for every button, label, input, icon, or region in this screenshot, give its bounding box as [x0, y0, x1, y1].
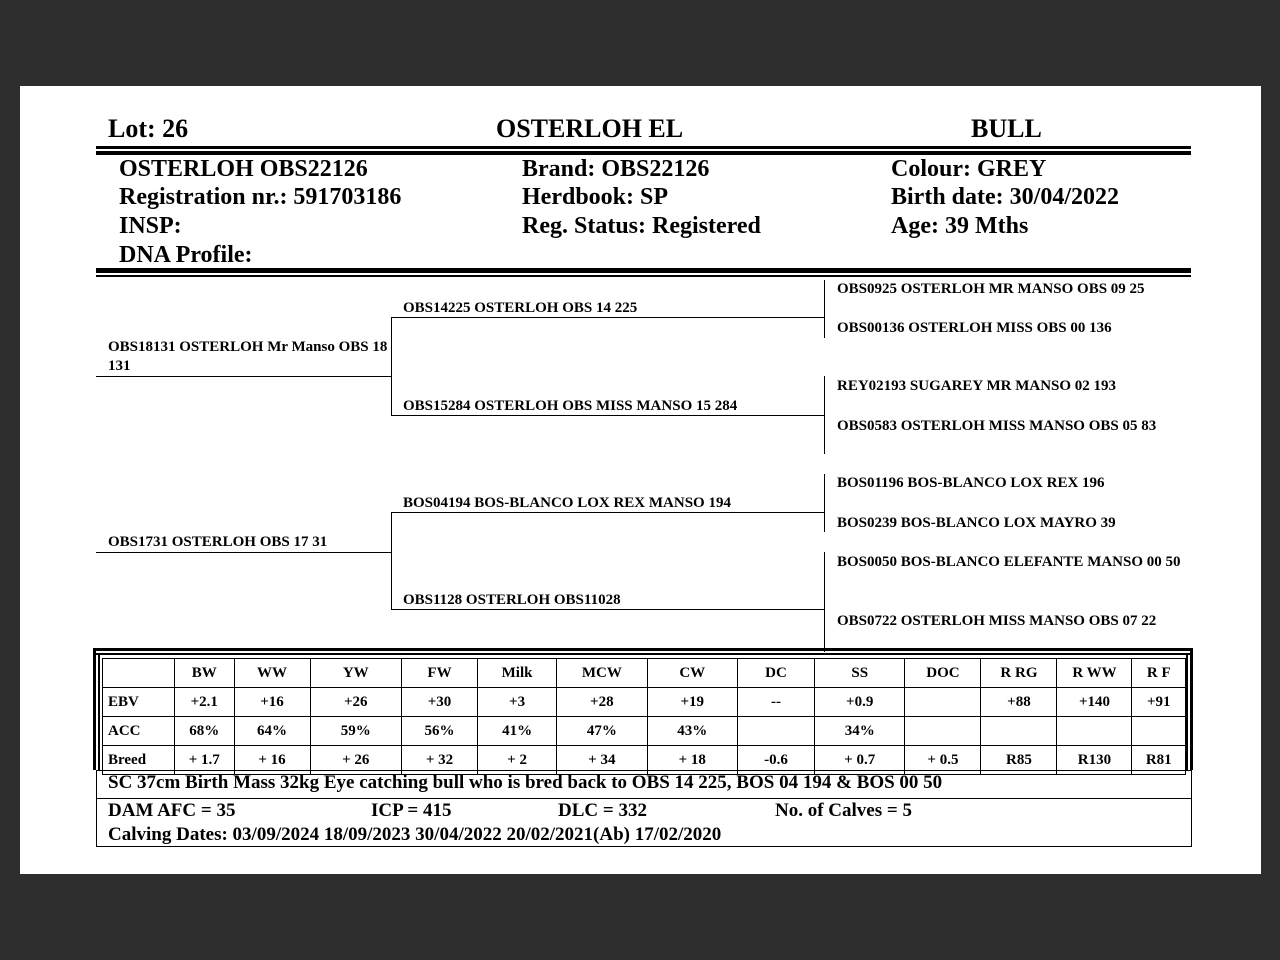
ebv-cell: +16 [234, 688, 310, 717]
ebv-cell: 43% [647, 717, 737, 746]
pedigree-sire: OBS18131 OSTERLOH Mr Manso OBS 18 131 [108, 339, 388, 374]
ebv-cell: + 0.5 [905, 746, 981, 775]
pedigree-line [824, 552, 825, 652]
ebv-cell [905, 688, 981, 717]
ebv-row-label: Breed [103, 746, 175, 775]
pedigree-line [391, 415, 825, 416]
info-rule-thin [96, 275, 1191, 277]
ebv-cell [981, 717, 1057, 746]
ebv-cell: + 32 [401, 746, 477, 775]
pedigree-line [824, 474, 825, 532]
pedigree-gen3-1: OBS0925 OSTERLOH MR MANSO OBS 09 25 [837, 281, 1145, 297]
ebv-cell [737, 717, 814, 746]
pedigree-gen3-6: BOS0239 BOS-BLANCO LOX MAYRO 39 [837, 515, 1116, 531]
ebv-header: R F [1132, 659, 1186, 688]
ebv-cell: R81 [1132, 746, 1186, 775]
ebv-cell: +3 [478, 688, 557, 717]
ebv-cell [1057, 717, 1132, 746]
pedigree-line [391, 317, 825, 318]
age: Age: 39 Mths [891, 213, 1029, 239]
ebv-cell: 64% [234, 717, 310, 746]
ebv-frame [93, 648, 1193, 651]
pedigree-line [391, 317, 392, 416]
pedigree-sire-dam: OBS15284 OSTERLOH OBS MISS MANSO 15 284 [403, 398, 738, 414]
ebv-frame [93, 653, 1193, 655]
ebv-cell: + 18 [647, 746, 737, 775]
pedigree-line [391, 609, 825, 610]
pedigree-line [824, 280, 825, 338]
icp: ICP = 415 [371, 800, 452, 821]
ebv-row-ebv [103, 688, 1186, 717]
ebv-header: R RG [981, 659, 1057, 688]
ebv-cell: + 0.7 [815, 746, 905, 775]
info-rule-thick [96, 268, 1191, 273]
pedigree-gen3-3: REY02193 SUGAREY MR MANSO 02 193 [837, 378, 1117, 394]
ebv-cell: R85 [981, 746, 1057, 775]
ebv-header [103, 659, 175, 688]
animal-id: OSTERLOH OBS22126 [119, 156, 368, 182]
pedigree-line [391, 512, 825, 513]
ebv-cell: +30 [401, 688, 477, 717]
ebv-cell: R130 [1057, 746, 1132, 775]
reg-status: Reg. Status: Registered [522, 213, 761, 239]
dna-profile: DNA Profile: [119, 242, 253, 268]
ebv-cell: +0.9 [815, 688, 905, 717]
comment-text: SC 37cm Birth Mass 32kg Eye catching bull who is bred back to OBS 14 225, BOS 04 194 & BOS 00 50 [108, 772, 943, 793]
ebv-row-label: EBV [103, 688, 175, 717]
ebv-cell: + 16 [234, 746, 310, 775]
pedigree-gen3-4: OBS0583 OSTERLOH MISS MANSO OBS 05 83 [837, 418, 1157, 434]
pedigree-sire-sire: OBS14225 OSTERLOH OBS 14 225 [403, 300, 638, 316]
pedigree-line [96, 376, 392, 377]
header-rule-top-thick [96, 151, 1191, 155]
pedigree-gen3-7: BOS0050 BOS-BLANCO ELEFANTE MANSO 00 50 [837, 554, 1181, 570]
dam-afc: DAM AFC = 35 [108, 800, 236, 821]
ebv-cell: +26 [310, 688, 401, 717]
ebv-cell: 41% [478, 717, 557, 746]
ebv-header: DOC [905, 659, 981, 688]
ebv-header: R WW [1057, 659, 1132, 688]
calving-dates: Calving Dates: 03/09/2024 18/09/2023 30/04/2022 20/02/2021(Ab) 17/02/2020 [108, 824, 722, 845]
ebv-frame [93, 648, 96, 770]
ebv-cell: 59% [310, 717, 401, 746]
ebv-cell: + 34 [557, 746, 647, 775]
ebv-cell: +88 [981, 688, 1057, 717]
ebv-header-row [103, 659, 1186, 688]
ebv-frame [1186, 653, 1188, 770]
ebv-cell: +140 [1057, 688, 1132, 717]
ebv-header: YW [310, 659, 401, 688]
registration-number: Registration nr.: 591703186 [119, 184, 402, 210]
ebv-cell: +2.1 [174, 688, 234, 717]
pedigree-dam: OBS1731 OSTERLOH OBS 17 31 [108, 534, 328, 550]
ebv-cell: -- [737, 688, 814, 717]
ebv-header: Milk [478, 659, 557, 688]
ebv-frame [1190, 648, 1193, 770]
ebv-cell [1132, 717, 1186, 746]
pedigree-gen3-8: OBS0722 OSTERLOH MISS MANSO OBS 07 22 [837, 613, 1157, 629]
pedigree-dam-sire: BOS04194 BOS-BLANCO LOX REX MANSO 194 [403, 495, 731, 511]
ebv-header: CW [647, 659, 737, 688]
pedigree-gen3-2: OBS00136 OSTERLOH MISS OBS 00 136 [837, 320, 1112, 336]
animal-sex: BULL [971, 114, 1042, 143]
pedigree-dam-dam: OBS1128 OSTERLOH OBS11028 [403, 592, 621, 608]
insp: INSP: [119, 213, 182, 239]
pedigree-line [824, 376, 825, 454]
ebv-header: SS [815, 659, 905, 688]
ebv-cell: 56% [401, 717, 477, 746]
ebv-cell: 34% [815, 717, 905, 746]
colour: Colour: GREY [891, 156, 1047, 182]
ebv-row-label: ACC [103, 717, 175, 746]
ebv-header: MCW [557, 659, 647, 688]
pedigree-gen3-5: BOS01196 BOS-BLANCO LOX REX 196 [837, 475, 1105, 491]
ebv-cell [905, 717, 981, 746]
ebv-cell: 68% [174, 717, 234, 746]
ebv-cell: -0.6 [737, 746, 814, 775]
catalogue-page [20, 86, 1261, 874]
ebv-table [102, 658, 1186, 775]
herdbook: Herdbook: SP [522, 184, 669, 210]
ebv-frame [98, 653, 100, 770]
ebv-cell: 47% [557, 717, 647, 746]
ebv-cell: + 26 [310, 746, 401, 775]
birth-date: Birth date: 30/04/2022 [891, 184, 1119, 210]
brand: Brand: OBS22126 [522, 156, 710, 182]
ebv-header: FW [401, 659, 477, 688]
ebv-cell: +28 [557, 688, 647, 717]
pedigree-line [391, 512, 392, 610]
dlc: DLC = 332 [558, 800, 647, 821]
header-rule-top [96, 146, 1191, 149]
ebv-cell: + 1.7 [174, 746, 234, 775]
ebv-cell: +91 [1132, 688, 1186, 717]
ebv-row-acc [103, 717, 1186, 746]
ebv-cell: +19 [647, 688, 737, 717]
pedigree-line [96, 552, 392, 553]
ebv-header: WW [234, 659, 310, 688]
ebv-header: BW [174, 659, 234, 688]
ebv-header: DC [737, 659, 814, 688]
number-of-calves: No. of Calves = 5 [775, 800, 912, 821]
lot-number: Lot: 26 [108, 114, 189, 143]
ebv-cell: + 2 [478, 746, 557, 775]
animal-name: OSTERLOH EL [496, 114, 684, 143]
